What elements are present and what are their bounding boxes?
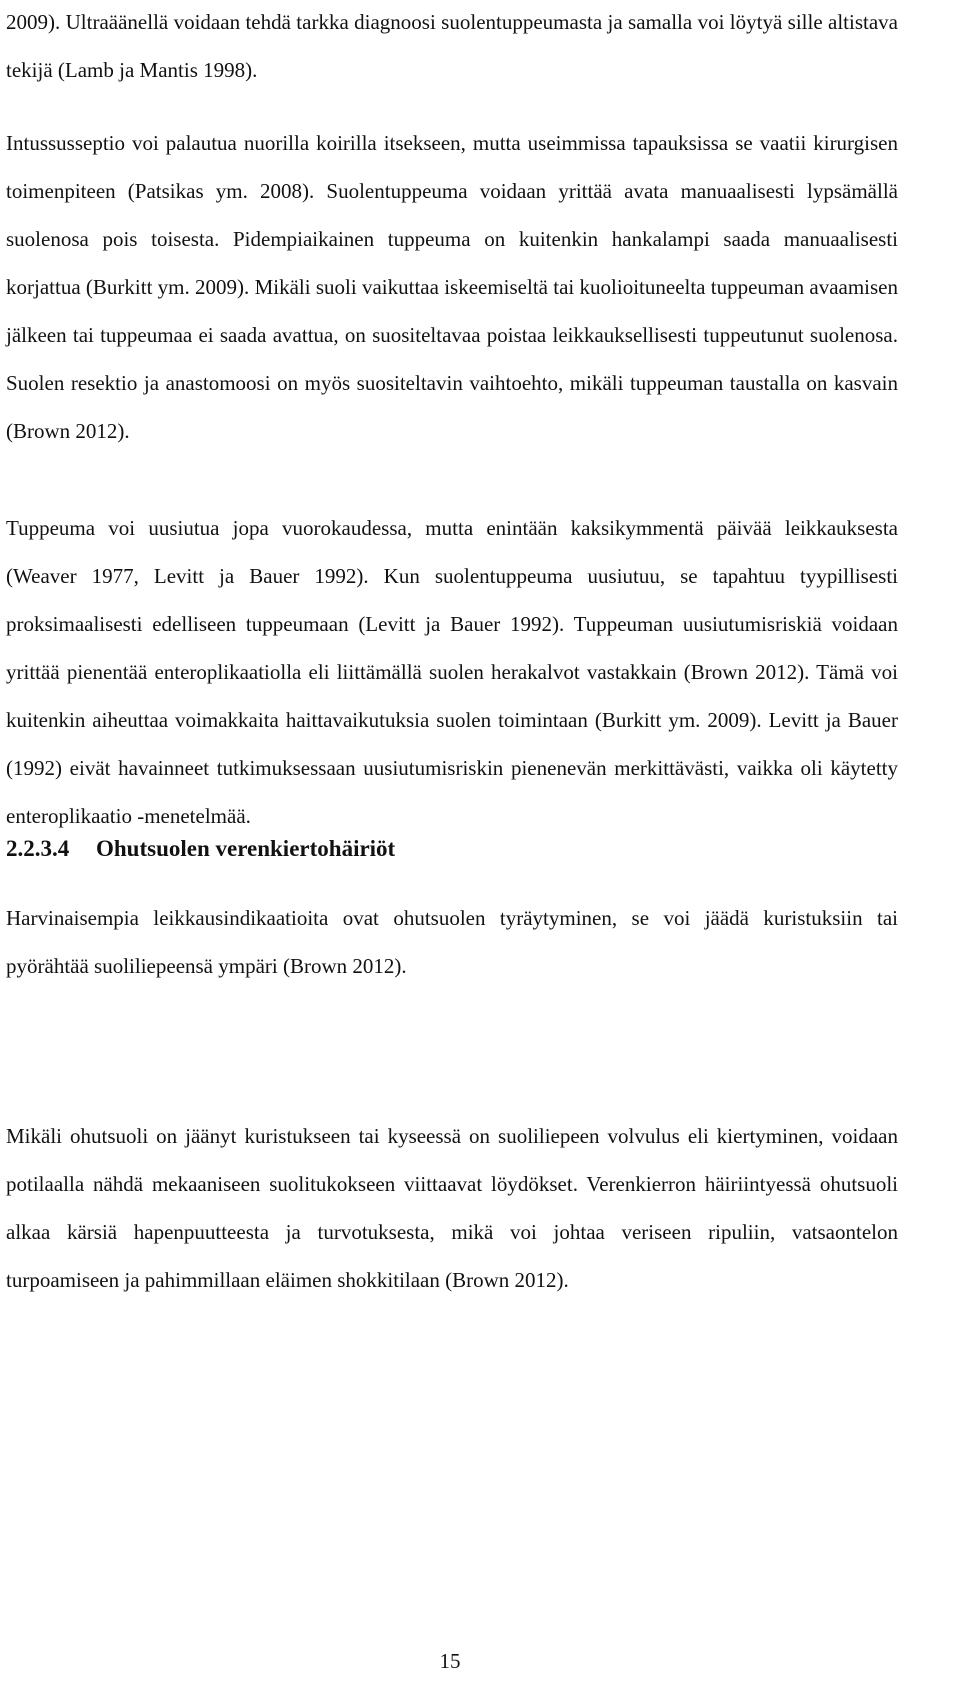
paragraph-volvulus: Mikäli ohutsuoli on jäänyt kuristukseen tai kyseessä on suoliliepeen volvulus eli kiertyminen, voidaan potilaalla nähdä mekaaniseen suolitukokseen viittaavat löydökset. Verenkierron häiriintyessä ohutsuoli alkaa kärsiä hapenpuutteesta ja turvotuksesta, mikä voi johtaa veriseen ripuliin, vatsaontelon turpoamiseen ja pahimmillaan eläimen shokkitilaan (Brown 2012). — [6, 1124, 898, 1292]
paragraph-ultrasound-diagnosis: 2009). Ultraäänellä voidaan tehdä tarkka diagnoosi suolentuppeumasta ja samalla voi löytyä sille altistava tekijä (Lamb ja Mantis 1998). — [6, 10, 898, 82]
paragraph-indications: Harvinaisempia leikkausindikaatioita ovat ohutsuolen tyräytyminen, se voi jäädä kuristuksiin tai pyörähtää suoliliepeensä ympäri (Brown 2012). — [6, 906, 898, 978]
page-number: 15 — [439, 1649, 461, 1673]
paragraph-intussusception-treatment: Intussusseptio voi palautua nuorilla koirilla itsekseen, mutta useimmissa tapauksissa se vaatii kirurgisen toimenpiteen (Patsikas ym. 2008). Suolentuppeuma voidaan yrittää avata manuaalisesti lypsämällä suolenosa pois toisesta. Pidempiaikainen tuppeuma on kuitenkin hankalampi saada manuaalisesti korjattua (Burkitt ym. 2009). Mikäli suoli vaikuttaa iskeemiseltä tai kuolioituneelta tuppeuman avaamisen jälkeen tai tuppeumaa ei saada avattua, on suositeltavaa poistaa leikkauksellisesti tuppeutunut suolenosa. Suolen resektio ja anastomoosi on myös suositeltavin vaihtoehto, mikäli tuppeuman taustalla on kasvain (Brown 2012). — [6, 131, 898, 443]
section-number: 2.2.3.4 — [6, 836, 70, 861]
section-title: Ohutsuolen verenkiertohäiriöt — [96, 836, 396, 861]
paragraph-recurrence: Tuppeuma voi uusiutua jopa vuorokaudessa, mutta enintään kaksikymmentä päivää leikkauksesta (Weaver 1977, Levitt ja Bauer 1992). Kun suolentuppeuma uusiutuu, se tapahtuu tyypillisesti proksimaalisesti edelliseen tuppeumaan (Levitt ja Bauer 1992). Tuppeuman uusiutumisriskiä voidaan yrittää pienentää enteroplikaatiolla eli liittämällä suolen herakalvot vastakkain (Brown 2012). Tämä voi kuitenkin aiheuttaa voimakkaita haittavaikutuksia suolen toimintaan (Burkitt ym. 2009). Levitt ja Bauer (1992) eivät havainneet tutkimuksessaan uusiutumisriskin pienenevän merkittävästi, vaikka oli käytetty enteroplikaatio -menetelmää. — [6, 516, 898, 828]
section-heading — [6, 834, 395, 864]
